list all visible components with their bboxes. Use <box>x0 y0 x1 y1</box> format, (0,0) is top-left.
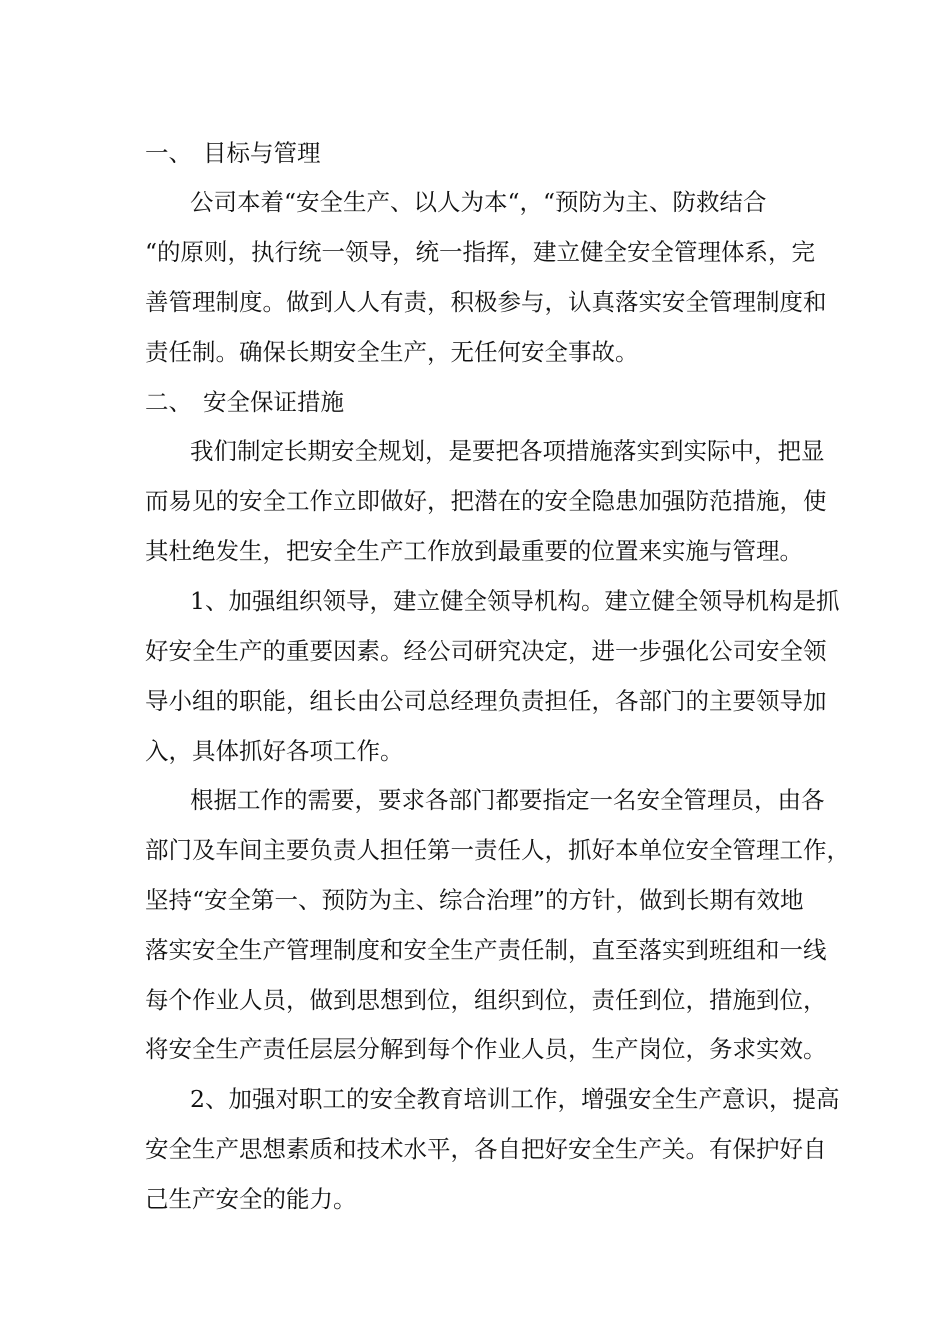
section-title-2: 安全保证措施 <box>203 388 344 416</box>
paragraph-line: 其杜绝发生，把安全生产工作放到最重要的位置来实施与管理。 <box>145 537 803 565</box>
paragraph-line: 责任制。确保长期安全生产，无任何安全事故。 <box>145 338 639 366</box>
paragraph-line: 我们制定长期安全规划，是要把各项措施落实到实际中，把显 <box>190 437 825 465</box>
paragraph-line: 而易见的安全工作立即做好，把潜在的安全隐患加强防范措施，使 <box>145 487 827 515</box>
paragraph-line: 公司本着“安全生产、以人为本“，“预防为主、防救结合 <box>190 188 767 216</box>
paragraph-line: 每个作业人员，做到思想到位，组织到位，责任到位，措施到位， <box>145 986 827 1014</box>
paragraph-line: 己生产安全的能力。 <box>145 1185 357 1213</box>
section-number-2: 二、 <box>145 388 192 416</box>
section-heading-2 <box>145 387 344 417</box>
paragraph-line: 2、加强对职工的安全教育培训工作，增强安全生产意识，提高 <box>190 1085 840 1113</box>
paragraph-line: “的原则，执行统一领导，统一指挥，建立健全安全管理体系，完 <box>145 238 816 266</box>
paragraph-line: 善管理制度。做到人人有责，积极参与，认真落实安全管理制度和 <box>145 288 827 316</box>
paragraph-line: 落实安全生产管理制度和安全生产责任制，直至落实到班组和一线 <box>145 936 827 964</box>
paragraph-line: 将安全生产责任层层分解到每个作业人员，生产岗位，务求实效。 <box>145 1035 827 1063</box>
paragraph-line: 根据工作的需要，要求各部门都要指定一名安全管理员，由各 <box>190 786 825 814</box>
paragraph-line: 坚持“安全第一、预防为主、综合治理”的方针，做到长期有效地 <box>145 886 804 914</box>
paragraph-line: 部门及车间主要负责人担任第一责任人，抓好本单位安全管理工作， <box>145 836 850 864</box>
paragraph-line: 导小组的职能，组长由公司总经理负责担任，各部门的主要领导加 <box>145 687 827 715</box>
paragraph-line: 好安全生产的重要因素。经公司研究决定，进一步强化公司安全领 <box>145 637 827 665</box>
section-heading-1 <box>145 138 321 168</box>
section-number-1: 一、 <box>145 139 192 167</box>
section-title-1: 目标与管理 <box>203 139 321 167</box>
paragraph-line: 安全生产思想素质和技术水平，各自把好安全生产关。有保护好自 <box>145 1135 827 1163</box>
paragraph-line: 1、加强组织领导，建立健全领导机构。建立健全领导机构是抓 <box>190 587 840 615</box>
paragraph-line: 入，具体抓好各项工作。 <box>145 737 404 765</box>
